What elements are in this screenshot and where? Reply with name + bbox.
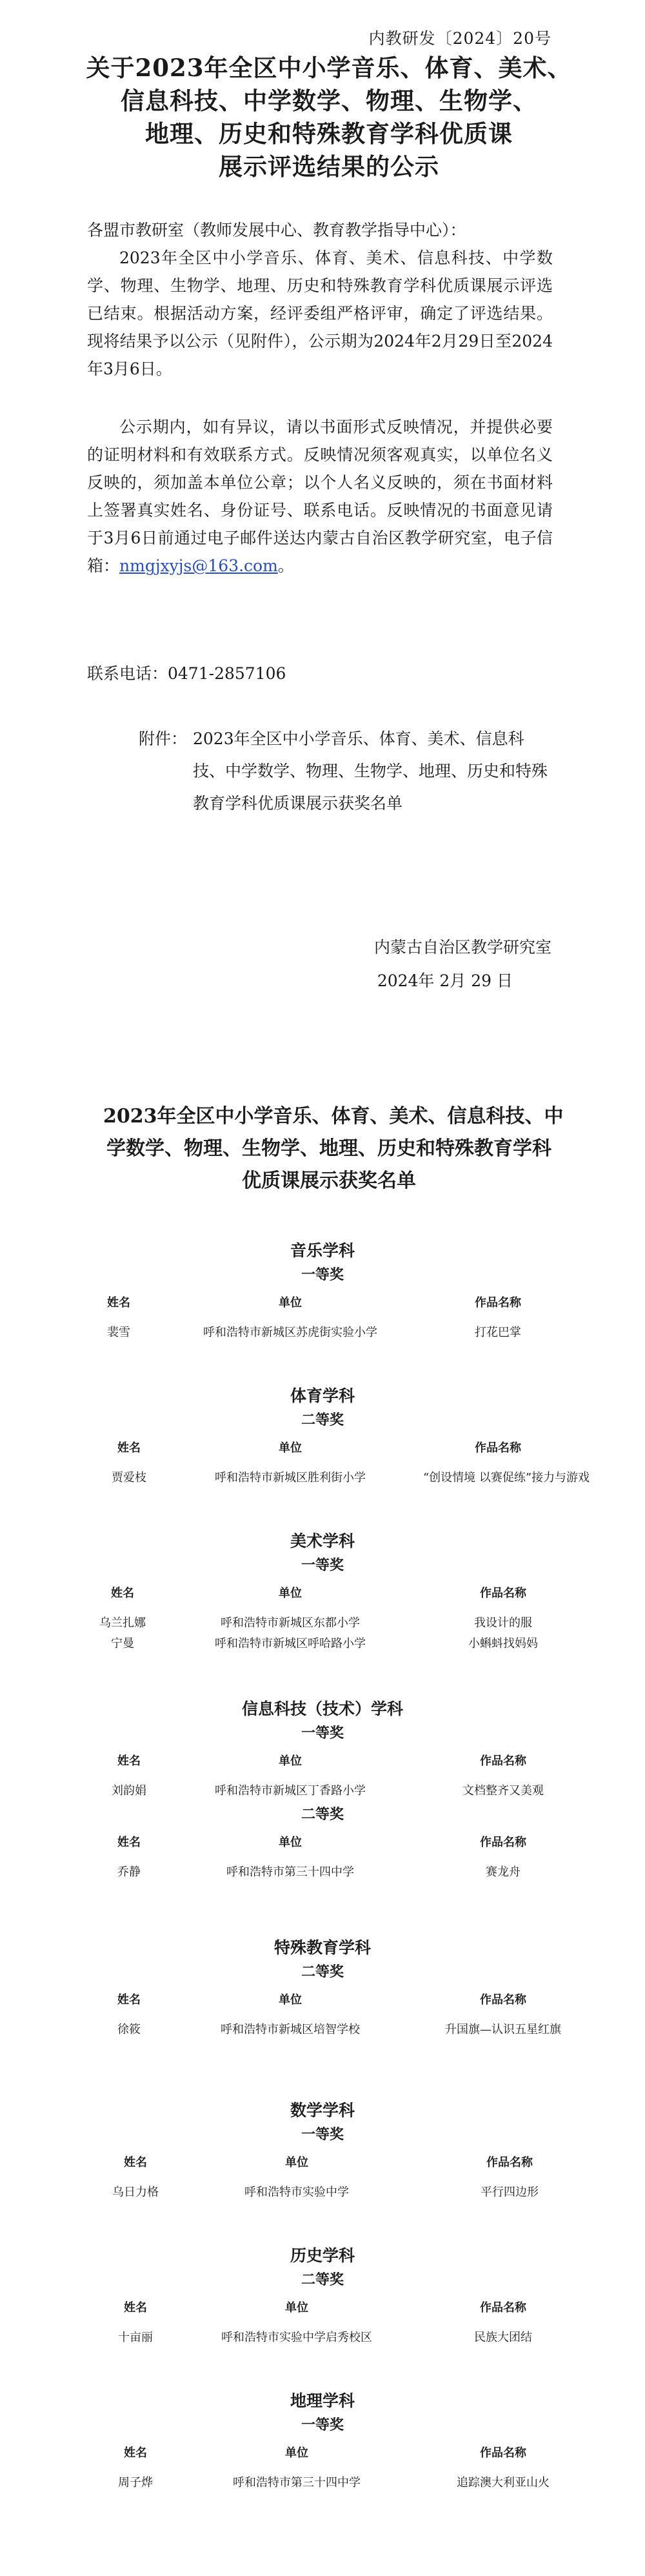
list-title-line: 学数学、物理、生物学、地理、历史和特殊教育学科 bbox=[106, 1137, 551, 1160]
header-unit: 单位 bbox=[279, 1296, 302, 1310]
cell-work: “创设情境 以赛促练”接力与游戏 bbox=[422, 1471, 590, 1485]
header-work: 作品名称 bbox=[480, 1836, 526, 1849]
header-name: 姓名 bbox=[111, 1587, 134, 1600]
objection-end: 。 bbox=[277, 556, 294, 575]
cell-unit: 呼和浩特市新城区苏虎街实验小学 bbox=[203, 1326, 377, 1339]
cell-work: 赛龙舟 bbox=[486, 1865, 521, 1879]
header-unit: 单位 bbox=[285, 2301, 308, 2315]
cell-work: 文档整齐又美观 bbox=[462, 1784, 544, 1798]
cell-work: 我设计的服 bbox=[474, 1616, 532, 1630]
header-work: 作品名称 bbox=[480, 2446, 526, 2460]
award-level: 二等奖 bbox=[301, 1963, 344, 1980]
award-level: 一等奖 bbox=[301, 1266, 344, 1283]
contact-phone: 联系电话：0471-2857106 bbox=[87, 664, 286, 683]
table-row bbox=[0, 2175, 645, 2205]
cell-work: 升国旗—认识五星红旗 bbox=[445, 2023, 561, 2036]
award-level: 一等奖 bbox=[301, 1725, 344, 1741]
cell-unit: 呼和浩特市第三十四中学 bbox=[226, 1865, 354, 1879]
table-header bbox=[0, 1576, 645, 1606]
award-level: 一等奖 bbox=[301, 1557, 344, 1574]
cell-unit: 呼和浩特市第三十四中学 bbox=[233, 2476, 361, 2490]
cell-work: 追踪澳大利亚山火 bbox=[457, 2476, 550, 2490]
table-header bbox=[0, 1744, 645, 1774]
subject-title: 信息科技（技术）学科 bbox=[241, 1699, 403, 1718]
cell-name: 乌日力格 bbox=[112, 2186, 159, 2199]
award-level: 一等奖 bbox=[301, 2126, 344, 2143]
cell-work: 小蝌蚪找妈妈 bbox=[468, 1637, 538, 1650]
cell-name: 周子烨 bbox=[118, 2476, 153, 2490]
objection-text: 公示期内，如有异议，请以书面形式反映情况，并提供必要的证明材料和有效联系方式。反映情况须客观真实，以单位名义反映的，须加盖本单位公章；以个人名义反映的，须在书面材料上签署真实姓名、身份证号、联系电话。反映情况的书面意见请于3月6日前通过电子邮件送达内蒙古自治区教学研究室，电子信箱： bbox=[87, 418, 553, 575]
cell-name: 乔静 bbox=[117, 1865, 141, 1879]
addressee: 各盟市教研室（教师发展中心、教育教学指导中心）： bbox=[87, 221, 466, 239]
table-header bbox=[0, 2291, 645, 2320]
table-header bbox=[0, 1825, 645, 1855]
cell-unit: 呼和浩特市新城区胜利街小学 bbox=[215, 1471, 366, 1485]
table-row bbox=[0, 1774, 645, 1803]
subject-title: 特殊教育学科 bbox=[273, 1938, 371, 1957]
award-level: 二等奖 bbox=[301, 1806, 344, 1823]
header-name: 姓名 bbox=[124, 2446, 147, 2460]
cell-unit: 呼和浩特市实验中学 bbox=[244, 2186, 349, 2199]
table-row bbox=[0, 1315, 645, 1345]
cell-unit: 呼和浩特市新城区培智学校 bbox=[221, 2023, 360, 2036]
paragraph-objection bbox=[87, 413, 553, 580]
header-unit: 单位 bbox=[285, 2446, 308, 2460]
header-work: 作品名称 bbox=[480, 1587, 526, 1600]
header-work: 作品名称 bbox=[480, 1993, 526, 2007]
document-number: 内教研发〔2024〕20号 bbox=[368, 29, 551, 48]
header-unit: 单位 bbox=[279, 1441, 302, 1455]
attachment-label: 附件： bbox=[139, 729, 188, 748]
document-title bbox=[77, 52, 580, 183]
header-name: 姓名 bbox=[117, 1754, 141, 1768]
list-title-line: 优质课展示获奖名单 bbox=[242, 1170, 416, 1192]
header-unit: 单位 bbox=[279, 1754, 302, 1768]
subject-title: 数学学科 bbox=[290, 2101, 355, 2120]
cell-unit: 呼和浩特市新城区呼哈路小学 bbox=[215, 1637, 366, 1650]
section-music bbox=[0, 1238, 645, 1345]
award-level: 二等奖 bbox=[301, 2271, 344, 2288]
cell-work: 打花巴掌 bbox=[475, 1326, 521, 1339]
cell-unit: 呼和浩特市新城区东都小学 bbox=[221, 1616, 360, 1630]
table-row bbox=[0, 2320, 645, 2350]
subject-title: 音乐学科 bbox=[290, 1241, 355, 1260]
section-pe bbox=[0, 1383, 645, 1490]
cell-name: 十亩丽 bbox=[118, 2331, 153, 2344]
cell-unit: 呼和浩特市实验中学启秀校区 bbox=[221, 2331, 372, 2344]
cell-name: 乌兰扎娜 bbox=[99, 1616, 146, 1630]
header-work: 作品名称 bbox=[480, 2301, 526, 2315]
title-line: 展示评选结果的公示 bbox=[219, 152, 439, 181]
section-history bbox=[0, 2243, 645, 2350]
header-name: 姓名 bbox=[117, 1993, 141, 2007]
list-title-line: 2023年全区中小学音乐、体育、美术、信息科技、中 bbox=[103, 1105, 564, 1128]
section-geography bbox=[0, 2388, 645, 2495]
award-level: 二等奖 bbox=[301, 1412, 344, 1428]
section-math bbox=[0, 2098, 645, 2205]
subject-title: 美术学科 bbox=[290, 1532, 355, 1550]
signature-organization: 内蒙古自治区教学研究室 bbox=[373, 938, 551, 957]
paragraph-announcement: 2023年全区中小学音乐、体育、美术、信息科技、中学数学、物理、生物学、地理、历史和特殊教育学科优质课展示评选已结束。根据活动方案，经评委组严格评审，确定了评选结果。现将结果予以公示（见附件），公示期为2024年2月29日至2024年3月6日。 bbox=[87, 248, 553, 378]
header-unit: 单位 bbox=[279, 1587, 302, 1600]
cell-work: 民族大团结 bbox=[474, 2331, 532, 2344]
header-work: 作品名称 bbox=[486, 2156, 533, 2169]
cell-unit: 呼和浩特市新城区丁香路小学 bbox=[215, 1784, 366, 1798]
signature-date: 2024年 2月 29 日 bbox=[377, 971, 513, 990]
attachment-text: 2023年全区中小学音乐、体育、美术、信息科技、中学数学、物理、生物学、地理、历史和特殊教育学科优质课展示获奖名单 bbox=[193, 729, 548, 813]
cell-name: 刘韵娟 bbox=[112, 1784, 146, 1798]
subject-title: 体育学科 bbox=[290, 1386, 355, 1405]
header-name: 姓名 bbox=[117, 1836, 141, 1849]
header-unit: 单位 bbox=[279, 1836, 302, 1849]
cell-work: 平行四边形 bbox=[481, 2186, 539, 2199]
title-line: 信息科技、中学数学、物理、生物学、 bbox=[121, 86, 537, 115]
header-unit: 单位 bbox=[279, 1993, 302, 2007]
award-level: 一等奖 bbox=[301, 2417, 344, 2433]
header-unit: 单位 bbox=[285, 2156, 308, 2169]
title-line: 关于2023年全区中小学音乐、体育、美术、 bbox=[86, 54, 572, 82]
table-header bbox=[0, 1431, 645, 1461]
header-work: 作品名称 bbox=[480, 1754, 526, 1768]
header-name: 姓名 bbox=[117, 1441, 141, 1455]
email-link[interactable]: nmgjxyjs@163.com bbox=[119, 556, 278, 575]
table-row bbox=[0, 2013, 645, 2042]
header-name: 姓名 bbox=[107, 1296, 130, 1310]
table-row bbox=[0, 2466, 645, 2495]
title-line: 地理、历史和特殊教育学科优质课 bbox=[145, 119, 513, 148]
cell-name: 贾爱枝 bbox=[112, 1471, 146, 1485]
subject-title: 历史学科 bbox=[290, 2246, 355, 2265]
section-special-education bbox=[0, 1935, 645, 2042]
cell-name: 徐筱 bbox=[117, 2023, 141, 2036]
award-list-title bbox=[103, 1100, 564, 1197]
header-name: 姓名 bbox=[124, 2156, 147, 2169]
cell-name: 宁曼 bbox=[111, 1637, 134, 1650]
table-row bbox=[0, 1461, 645, 1490]
table-row bbox=[0, 1627, 645, 1656]
section-it bbox=[0, 1696, 645, 1885]
attachment bbox=[139, 723, 551, 820]
section-art bbox=[0, 1528, 645, 1656]
header-work: 作品名称 bbox=[475, 1441, 521, 1455]
table-header bbox=[0, 2145, 645, 2175]
header-work: 作品名称 bbox=[475, 1296, 521, 1310]
table-header bbox=[0, 1286, 645, 1315]
table-header bbox=[0, 1983, 645, 2013]
subject-title: 地理学科 bbox=[290, 2391, 355, 2410]
cell-name: 裴雪 bbox=[107, 1326, 130, 1339]
table-row bbox=[0, 1855, 645, 1885]
table-header bbox=[0, 2436, 645, 2466]
header-name: 姓名 bbox=[124, 2301, 147, 2315]
